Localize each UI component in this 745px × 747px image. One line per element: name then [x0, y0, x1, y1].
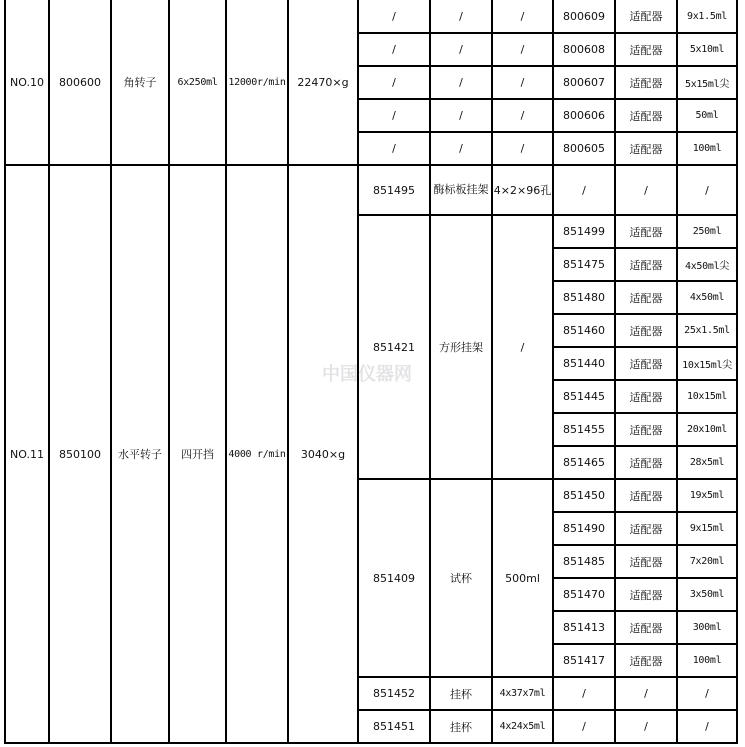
adapter-spec: 25x1.5ml — [677, 314, 737, 347]
adapter-name: 适配器 — [615, 545, 677, 578]
adapter-code: 851485 — [553, 545, 615, 578]
adapter-spec: 100ml — [677, 132, 737, 165]
adapter-name: 适配器 — [615, 512, 677, 545]
rotor-number: NO.10 — [5, 0, 49, 165]
accessory-code: / — [358, 33, 430, 66]
adapter-name: 适配器 — [615, 380, 677, 413]
adapter-name: / — [615, 165, 677, 215]
adapter-code: 851465 — [553, 446, 615, 479]
accessory-name: 挂杯 — [430, 677, 492, 710]
adapter-name: 适配器 — [615, 578, 677, 611]
adapter-spec: 100ml — [677, 644, 737, 677]
adapter-name: 适配器 — [615, 0, 677, 33]
accessory-code: / — [358, 0, 430, 33]
adapter-code: 800609 — [553, 0, 615, 33]
accessory-code: 851452 — [358, 677, 430, 710]
adapter-spec: / — [677, 677, 737, 710]
adapter-name: 适配器 — [615, 314, 677, 347]
rotor-capacity: 四开挡 — [169, 165, 226, 743]
accessory-name: / — [430, 99, 492, 132]
adapter-spec: 4x50ml尖 — [677, 248, 737, 281]
rotor-speed: 12000r/min — [226, 0, 288, 165]
adapter-spec: 300ml — [677, 611, 737, 644]
rotor-force: 22470×g — [288, 0, 358, 165]
adapter-code: 851480 — [553, 281, 615, 314]
accessory-name: 方形挂架 — [430, 215, 492, 479]
adapter-name: / — [615, 710, 677, 743]
accessory-spec: / — [492, 132, 553, 165]
accessory-code: / — [358, 132, 430, 165]
accessory-code: 851451 — [358, 710, 430, 743]
adapter-code: 851455 — [553, 413, 615, 446]
adapter-code: 800608 — [553, 33, 615, 66]
adapter-spec: 20x10ml — [677, 413, 737, 446]
adapter-spec: 50ml — [677, 99, 737, 132]
rotor-code: 850100 — [49, 165, 111, 743]
adapter-code: 851475 — [553, 248, 615, 281]
adapter-code: 851445 — [553, 380, 615, 413]
adapter-code: 851413 — [553, 611, 615, 644]
accessory-name: / — [430, 0, 492, 33]
rotor-number: NO.11 — [5, 165, 49, 743]
accessory-spec: / — [492, 215, 553, 479]
adapter-code: 851490 — [553, 512, 615, 545]
rotor-spec-table — [4, 0, 738, 744]
accessory-name: 试杯 — [430, 479, 492, 677]
adapter-spec: 9x1.5ml — [677, 0, 737, 33]
accessory-spec: 500ml — [492, 479, 553, 677]
adapter-name: 适配器 — [615, 347, 677, 380]
adapter-code: 851440 — [553, 347, 615, 380]
adapter-code: 800607 — [553, 66, 615, 99]
adapter-name: 适配器 — [615, 248, 677, 281]
adapter-code: 851450 — [553, 479, 615, 512]
adapter-code: 851499 — [553, 215, 615, 248]
adapter-spec: 3x50ml — [677, 578, 737, 611]
accessory-spec: / — [492, 99, 553, 132]
adapter-name: 适配器 — [615, 215, 677, 248]
table-wrapper — [4, 0, 738, 744]
adapter-spec: 10x15ml尖 — [677, 347, 737, 380]
adapter-spec: 10x15ml — [677, 380, 737, 413]
accessory-spec: 4x37x7ml — [492, 677, 553, 710]
adapter-code: 800606 — [553, 99, 615, 132]
accessory-name: / — [430, 66, 492, 99]
adapter-code: / — [553, 165, 615, 215]
adapter-code: 851417 — [553, 644, 615, 677]
adapter-spec: / — [677, 710, 737, 743]
accessory-name: / — [430, 132, 492, 165]
accessory-name: / — [430, 33, 492, 66]
accessory-code: 851409 — [358, 479, 430, 677]
rotor-capacity: 6x250ml — [169, 0, 226, 165]
site-watermark: 中国仪器网 — [322, 364, 412, 385]
adapter-name: 适配器 — [615, 33, 677, 66]
rotor-code: 800600 — [49, 0, 111, 165]
adapter-name: 适配器 — [615, 413, 677, 446]
adapter-spec: 250ml — [677, 215, 737, 248]
table-row — [5, 0, 737, 33]
adapter-code: / — [553, 710, 615, 743]
adapter-code: 800605 — [553, 132, 615, 165]
rotor-name: 角转子 — [111, 0, 169, 165]
adapter-spec: 5x10ml — [677, 33, 737, 66]
adapter-name: 适配器 — [615, 446, 677, 479]
accessory-spec: / — [492, 0, 553, 33]
adapter-name: 适配器 — [615, 99, 677, 132]
adapter-spec: 9x15ml — [677, 512, 737, 545]
accessory-spec: / — [492, 33, 553, 66]
accessory-name: 酶标板挂架 — [430, 165, 492, 215]
rotor-name: 水平转子 — [111, 165, 169, 743]
accessory-code: / — [358, 66, 430, 99]
accessory-name: 挂杯 — [430, 710, 492, 743]
adapter-spec: / — [677, 165, 737, 215]
accessory-code: / — [358, 99, 430, 132]
adapter-code: / — [553, 677, 615, 710]
adapter-code: 851470 — [553, 578, 615, 611]
adapter-spec: 7x20ml — [677, 545, 737, 578]
adapter-name: 适配器 — [615, 281, 677, 314]
accessory-code: 851421 — [358, 215, 430, 479]
rotor-speed: 4000 r/min — [226, 165, 288, 743]
adapter-name: 适配器 — [615, 479, 677, 512]
adapter-name: 适配器 — [615, 611, 677, 644]
adapter-spec: 4x50ml — [677, 281, 737, 314]
accessory-spec: 4×2×96孔 — [492, 165, 553, 215]
accessory-spec: / — [492, 66, 553, 99]
adapter-name: 适配器 — [615, 644, 677, 677]
adapter-spec: 5x15ml尖 — [677, 66, 737, 99]
rotor-force: 3040×g — [288, 165, 358, 743]
adapter-name: / — [615, 677, 677, 710]
adapter-spec: 19x5ml — [677, 479, 737, 512]
accessory-code: 851495 — [358, 165, 430, 215]
adapter-name: 适配器 — [615, 132, 677, 165]
adapter-name: 适配器 — [615, 66, 677, 99]
adapter-spec: 28x5ml — [677, 446, 737, 479]
accessory-spec: 4x24x5ml — [492, 710, 553, 743]
adapter-code: 851460 — [553, 314, 615, 347]
table-row — [5, 165, 737, 215]
